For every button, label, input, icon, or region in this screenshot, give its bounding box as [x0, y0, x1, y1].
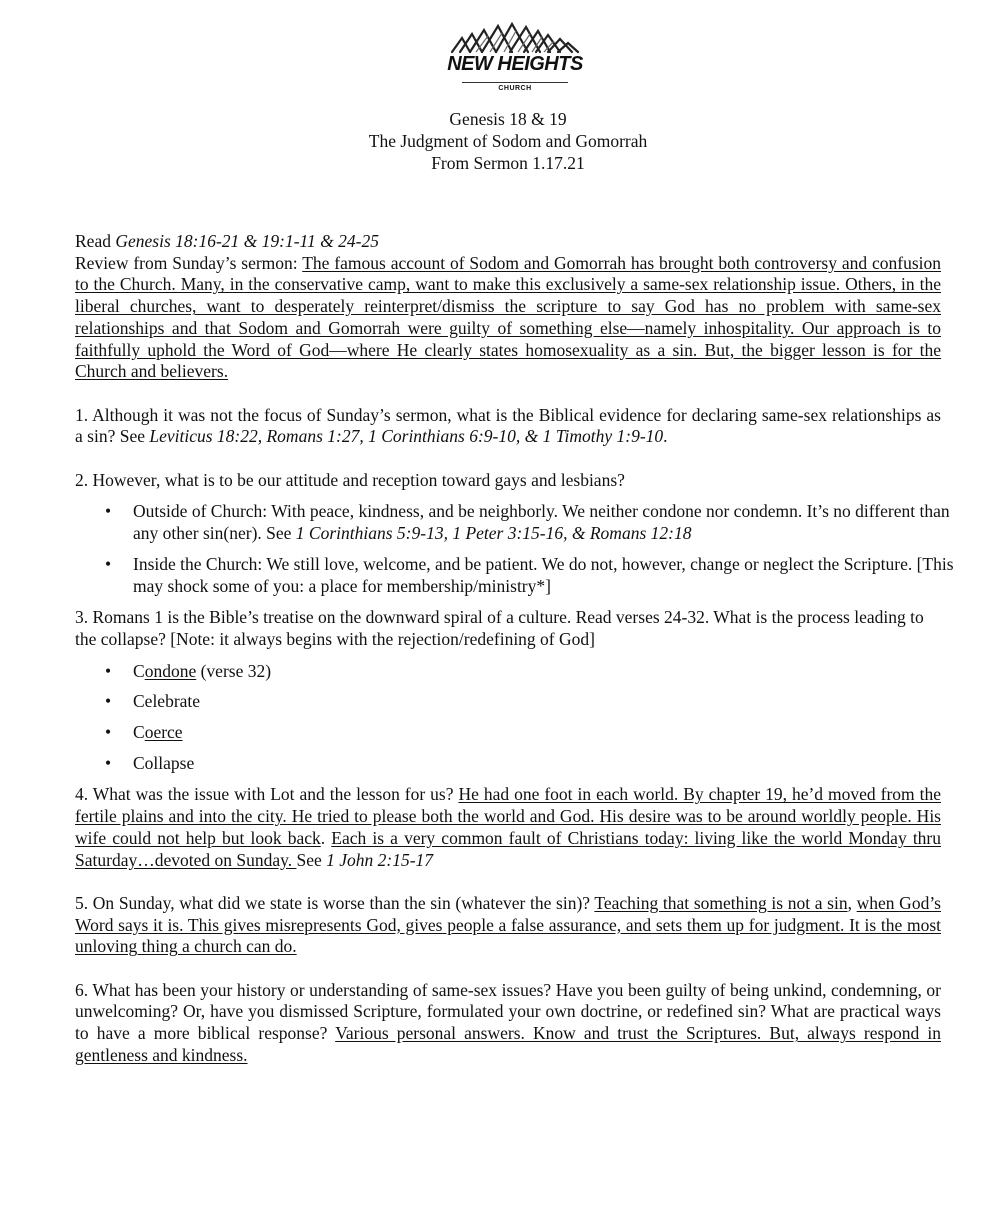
question-1-text: 1. Although it was not the focus of Sunday’s sermon, what is the Biblical evidence for declaring same-sex relationships as a sin? See — [75, 404, 941, 447]
reading-references: Genesis 18:16-21 & 19:1-11 & 24-25 — [115, 231, 379, 251]
reading-line — [75, 231, 941, 253]
question-6 — [75, 980, 941, 1067]
question-3: 3. Romans 1 is the Bible’s treatise on the downward spiral of a culture. Read verses 24-32. What is the process leading to the collapse? [Note: it always begins with the rejection/redefining of God] — [75, 607, 924, 649]
question-4 — [75, 784, 941, 871]
question-1 — [75, 405, 941, 448]
list-item: • Celebrate — [75, 691, 941, 713]
review-lead: Review from Sunday’s sermon: — [75, 252, 303, 273]
document-header — [0, 108, 1000, 174]
question-4-answer-1: He had one foot in each world. By chapter 19, he’d moved from the fertile plains and into the city. He tried to please both the world and God. His desire was to be around worldly people. His wife could not help but look back — [75, 784, 941, 848]
list-item — [75, 554, 961, 597]
question-1-references: Leviticus 18:22, Romans 1:27, 1 Corinthians 6:9-10, & 1 Timothy 1:9-10 — [149, 426, 664, 447]
review-answer: The famous account of Sodom and Gomorrah has brought both controversy and confusion to the Church. Many, in the conservative camp, want to make this exclusively a same-sex relationship issue. Others, in the liberal churches, want to desperately reinterpret/dismiss the scripture to say God has no problem with same-sex relationships and that Sodom and Gomorrah were guilty of something else—namely inhospitality. Our approach is to faithfully uphold the Word of God—where He clearly states homosexuality as a sin. But, the bigger lesson is for the Church and believers. — [75, 252, 941, 382]
mountains-icon — [448, 22, 582, 54]
question-6-text: 6. What has been your history or understanding of same-sex issues? Have you been guilty of being unkind, condemning, or unwelcoming? Or, have you dismissed Scripture, formulated your own doctrine, or redefined sin? What are practical ways to have a more biblical response? — [75, 979, 941, 1044]
question-5-separator: , — [847, 892, 857, 913]
header-sermon-date: From Sermon 1.17.21 — [431, 153, 585, 173]
question-5-answer-2: when God’s Word says it is. This gives misrepresents God, gives people a false assurance, and sets them up for judgment. It is the most unloving thing a church can do. — [75, 892, 941, 957]
reading-prefix: Read — [75, 231, 116, 251]
list-item: • Collapse — [75, 753, 941, 775]
bullet-text: Outside of Church: With peace, kindness, and be neighborly. We neither condone nor condemn. It’s no different than any other sin(ner). See — [133, 501, 950, 544]
item-note: (verse 32) — [196, 660, 272, 681]
question-4-text: 4. What was the issue with Lot and the lesson for us? — [75, 784, 459, 805]
church-logo — [440, 22, 590, 100]
header-title: The Judgment of Sodom and Gomorrah — [368, 131, 648, 151]
question-3-list — [75, 661, 941, 775]
question-6-answer: Various personal answers. Know and trust the Scriptures. But, always respond in gentleness and kindness. — [75, 1023, 941, 1065]
question-1-end: . — [663, 426, 668, 447]
header-passage: Genesis 18 & 19 — [449, 109, 567, 129]
question-4-answer-2: Each is a very common fault of Christians today: living like the world Monday thru Saturday…devoted on Sunday. — [75, 827, 942, 870]
item-initial: C — [133, 660, 145, 681]
question-2-list — [75, 501, 954, 597]
list-item — [75, 722, 941, 744]
bullet-references: 1 Corinthians 5:9-13, 1 Peter 3:15-16, & Romans 12:18 — [295, 523, 692, 544]
logo-name: NEW HEIGHTS — [447, 53, 583, 75]
item-answer: oerce — [144, 722, 183, 743]
logo-subtitle: CHURCH — [498, 85, 532, 92]
item-answer: ondone — [144, 660, 197, 681]
question-2: 2. However, what is to be our attitude and reception toward gays and lesbians? — [75, 469, 625, 490]
list-item — [75, 501, 961, 544]
bullet-text: Inside the Church: We still love, welcome, and be patient. We do not, however, change or neglect the Scripture. [This may shock some of you: a place for membership/ministry*] — [133, 553, 954, 596]
question-5-text: 5. On Sunday, what did we state is worse than the sin (whatever the sin)? — [75, 892, 595, 913]
question-4-reference: 1 John 2:15-17 — [326, 849, 434, 870]
document-body — [75, 231, 954, 1067]
review-paragraph — [75, 253, 941, 383]
question-4-separator: . — [320, 827, 332, 848]
question-5-answer-1: Teaching that something is not a sin — [594, 892, 848, 913]
logo-divider — [462, 82, 568, 83]
item-initial: C — [133, 722, 145, 743]
list-item — [75, 661, 941, 683]
question-5 — [75, 893, 941, 958]
question-4-see: See — [296, 849, 327, 870]
